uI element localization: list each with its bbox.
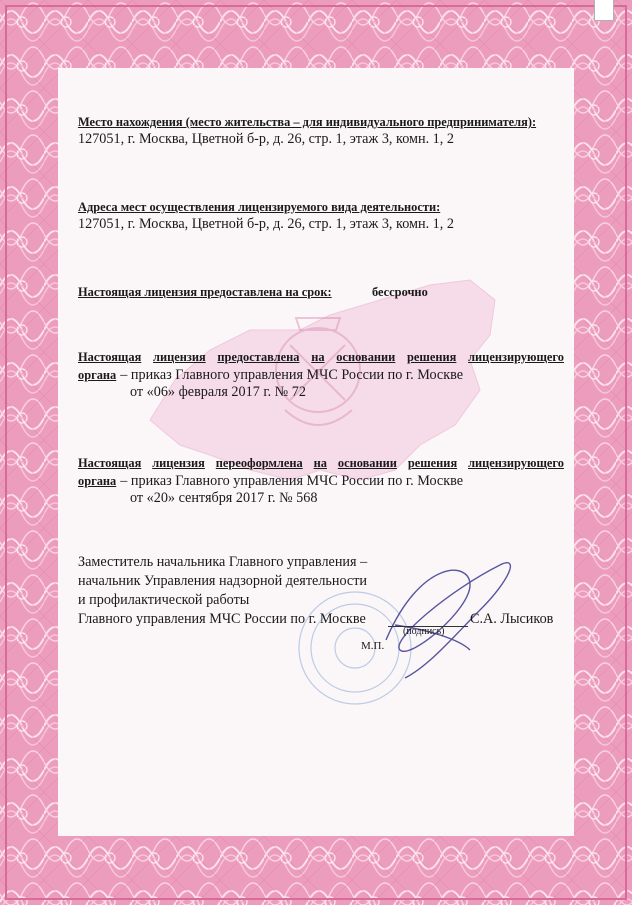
reissued-heading-word: лицензирующего	[468, 456, 564, 470]
reissued-order-line	[78, 472, 463, 490]
granted-heading-word: предоставлена	[217, 350, 300, 364]
granted-heading	[78, 350, 564, 365]
signatory-line-2: начальник Управления надзорной деятельности	[78, 573, 368, 589]
reissued-date: от «20» сентября 2017 г. № 568	[130, 490, 318, 506]
activity-addresses-heading: Адреса мест осуществления лицензируемого вида деятельности:	[78, 200, 441, 214]
reissued-heading-word: на	[313, 456, 327, 470]
term-value: бессрочно	[372, 285, 428, 299]
granted-heading-word: лицензирующего	[468, 350, 564, 364]
granted-heading-word: основании	[336, 350, 396, 364]
granted-order-line	[78, 366, 463, 384]
signatory-line-3: и профилактической работы	[78, 592, 250, 608]
signatory-line-4: Главного управления МЧС России по г. Москве	[78, 611, 366, 627]
granted-heading-word: Настоящая	[78, 350, 142, 364]
reissued-heading-word: Настоящая	[78, 456, 142, 470]
activity-address: 127051, г. Москва, Цветной б-р, д. 26, стр. 1, этаж 3, комн. 1, 2	[78, 216, 454, 232]
reissued-heading-word: переоформлена	[215, 456, 303, 470]
granted-date: от «06» февраля 2017 г. № 72	[130, 384, 306, 400]
reissued-order: – приказ Главного управления МЧС России по г. Москве	[120, 473, 464, 489]
granted-heading-word: на	[311, 350, 325, 364]
signature-caption: (подпись)	[403, 626, 445, 637]
signatory-name: С.А. Лысиков	[470, 611, 554, 627]
granted-heading-word: лицензия	[153, 350, 206, 364]
reissued-heading-word: решения	[407, 456, 458, 470]
reissued-heading-word: основании	[337, 456, 397, 470]
seal-caption: М.П.	[361, 640, 385, 652]
seal-stamp	[299, 592, 411, 704]
reissued-heading-word: лицензия	[152, 456, 205, 470]
term-heading: Настоящая лицензия предоставлена на срок:	[78, 285, 332, 299]
signatory-line-1: Заместитель начальника Главного управления –	[78, 554, 368, 570]
granted-order: – приказ Главного управления МЧС России по г. Москве	[120, 367, 464, 383]
location-address: 127051, г. Москва, Цветной б-р, д. 26, стр. 1, этаж 3, комн. 1, 2	[78, 131, 454, 147]
reissued-heading	[78, 456, 564, 471]
reissued-organ-label: органа	[78, 474, 117, 488]
location-heading: Место нахождения (место жительства – для индивидуального предпринимателя):	[78, 115, 537, 129]
granted-organ-label: органа	[78, 368, 117, 382]
granted-heading-word: решения	[407, 350, 457, 364]
